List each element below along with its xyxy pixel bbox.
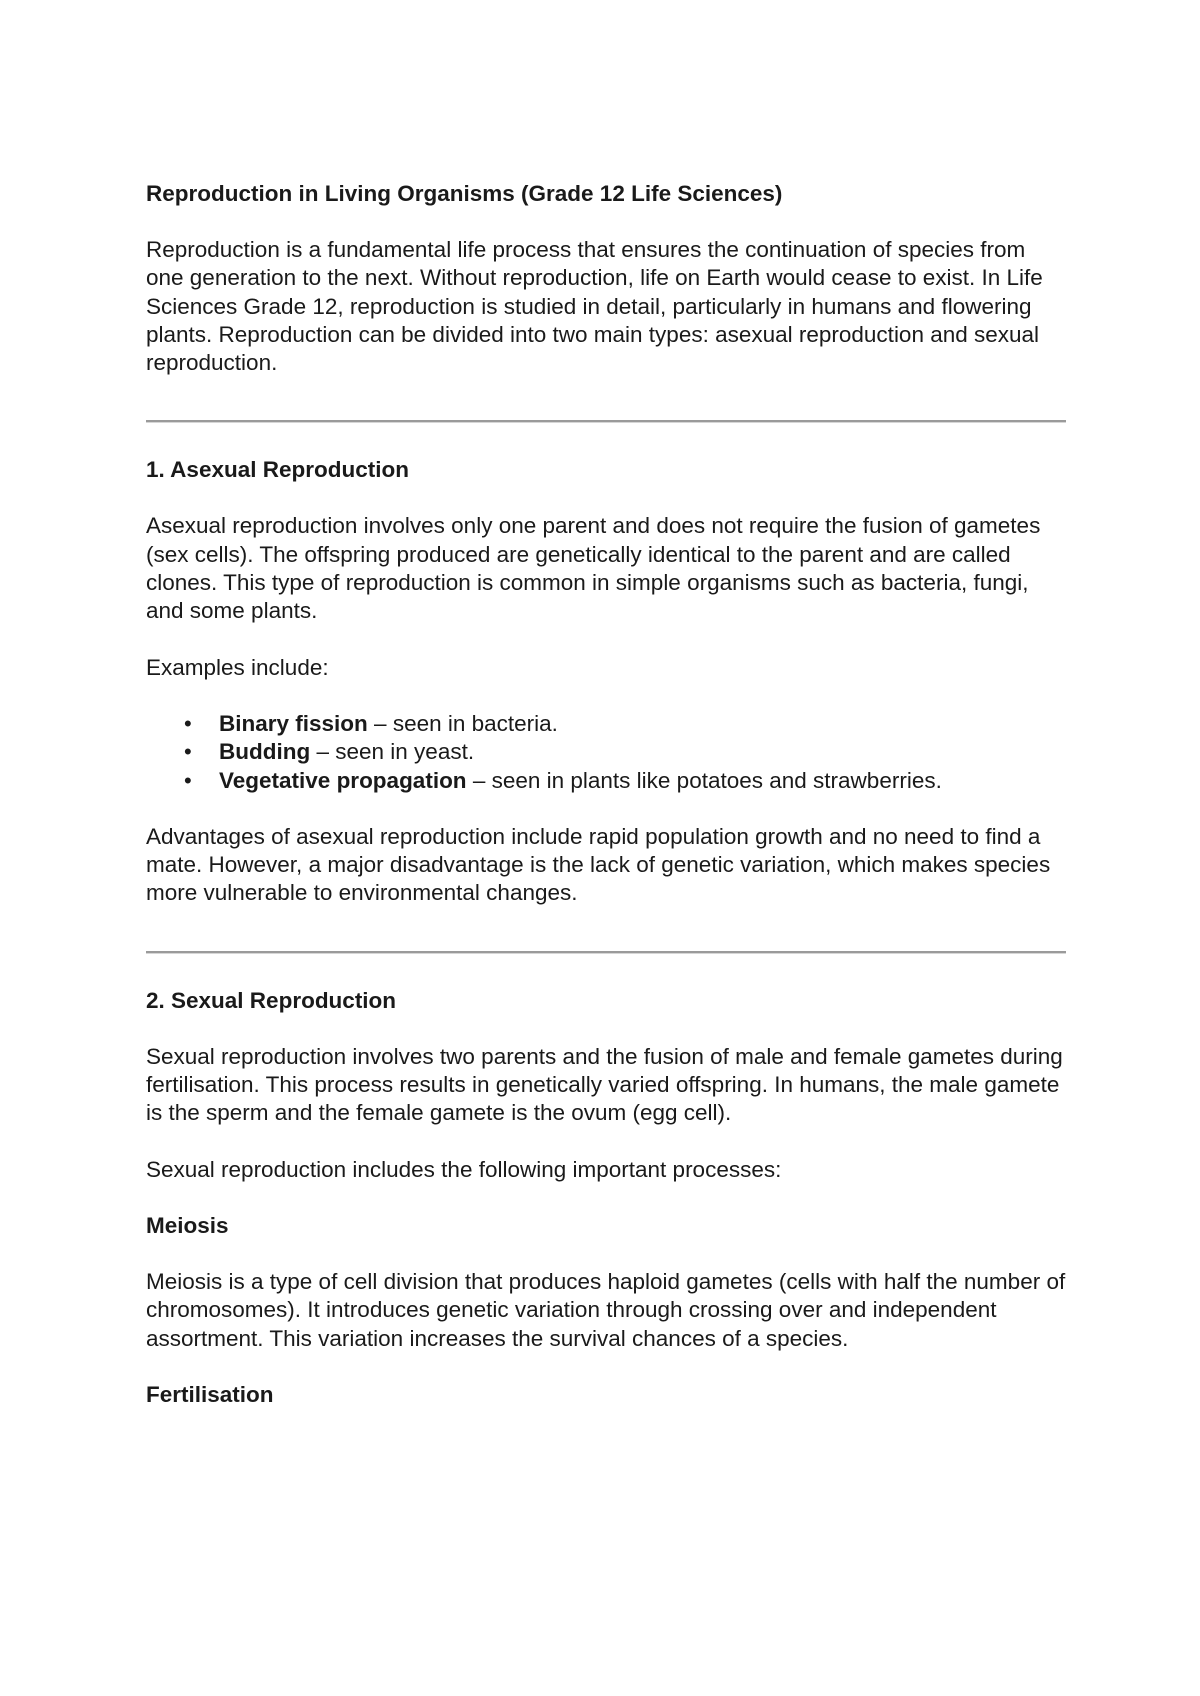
examples-intro: Examples include:: [146, 654, 329, 680]
asexual-paragraph: Asexual reproduction involves only one parent and does not require the fusion of gametes (sex cells). The offspring produced are genetically identical to the parent and are called clones. This type of reproduction is common in simple organisms such as bacteria, fungi, and some plants.: [146, 513, 1041, 624]
example-term: Binary fission: [219, 710, 368, 736]
intro-paragraph: Reproduction is a fundamental life process that ensures the continuation of species from one generation to the next. Without reproduction, life on Earth would cease to exist. In Life Sciences Grade 12, reproduction is studied in detail, particularly in humans and flowering plants. Reproduction can be divided into two main types: asexual reproduction and sexual reproduction.: [146, 237, 1043, 376]
bullet-icon: •: [184, 739, 192, 765]
example-term: Budding: [219, 739, 311, 765]
list-item: [146, 767, 1066, 795]
examples-list: [146, 710, 1066, 795]
asexual-advantages-paragraph: Advantages of asexual reproduction include rapid population growth and no need to find a mate. However, a major disadvantage is the lack of genetic variation, which makes species more vulnerable to environmental changes.: [146, 823, 1051, 906]
document-title: Reproduction in Living Organisms (Grade 12 Life Sciences): [146, 181, 783, 206]
bullet-icon: •: [184, 710, 192, 736]
section-heading-sexual: 2. Sexual Reproduction: [146, 987, 397, 1013]
example-term: Vegetative propagation: [219, 767, 467, 793]
list-item: [146, 710, 1066, 738]
sexual-paragraph: Sexual reproduction involves two parents and the fusion of male and female gametes during fertilisation. This process results in genetically varied offspring. In humans, the male gamete is the sperm and the female gamete is the ovum (egg cell).: [146, 1043, 1063, 1126]
document-page: [146, 180, 1066, 1409]
example-desc: – seen in plants like potatoes and strawberries.: [466, 767, 942, 793]
processes-intro: Sexual reproduction includes the following important processes:: [146, 1156, 782, 1182]
list-item: [146, 738, 1066, 766]
bullet-icon: •: [184, 767, 192, 793]
example-desc: – seen in bacteria.: [367, 710, 558, 736]
subheading-meiosis: Meiosis: [146, 1212, 229, 1238]
section-heading-asexual: 1. Asexual Reproduction: [146, 457, 409, 483]
meiosis-paragraph: Meiosis is a type of cell division that produces haploid gametes (cells with half the number of chromosomes). It introduces genetic variation through crossing over and independent assortment. This variation increases the survival chances of a species.: [146, 1268, 1066, 1351]
example-desc: – seen in yeast.: [310, 739, 475, 765]
subheading-fertilisation: Fertilisation: [146, 1381, 274, 1407]
